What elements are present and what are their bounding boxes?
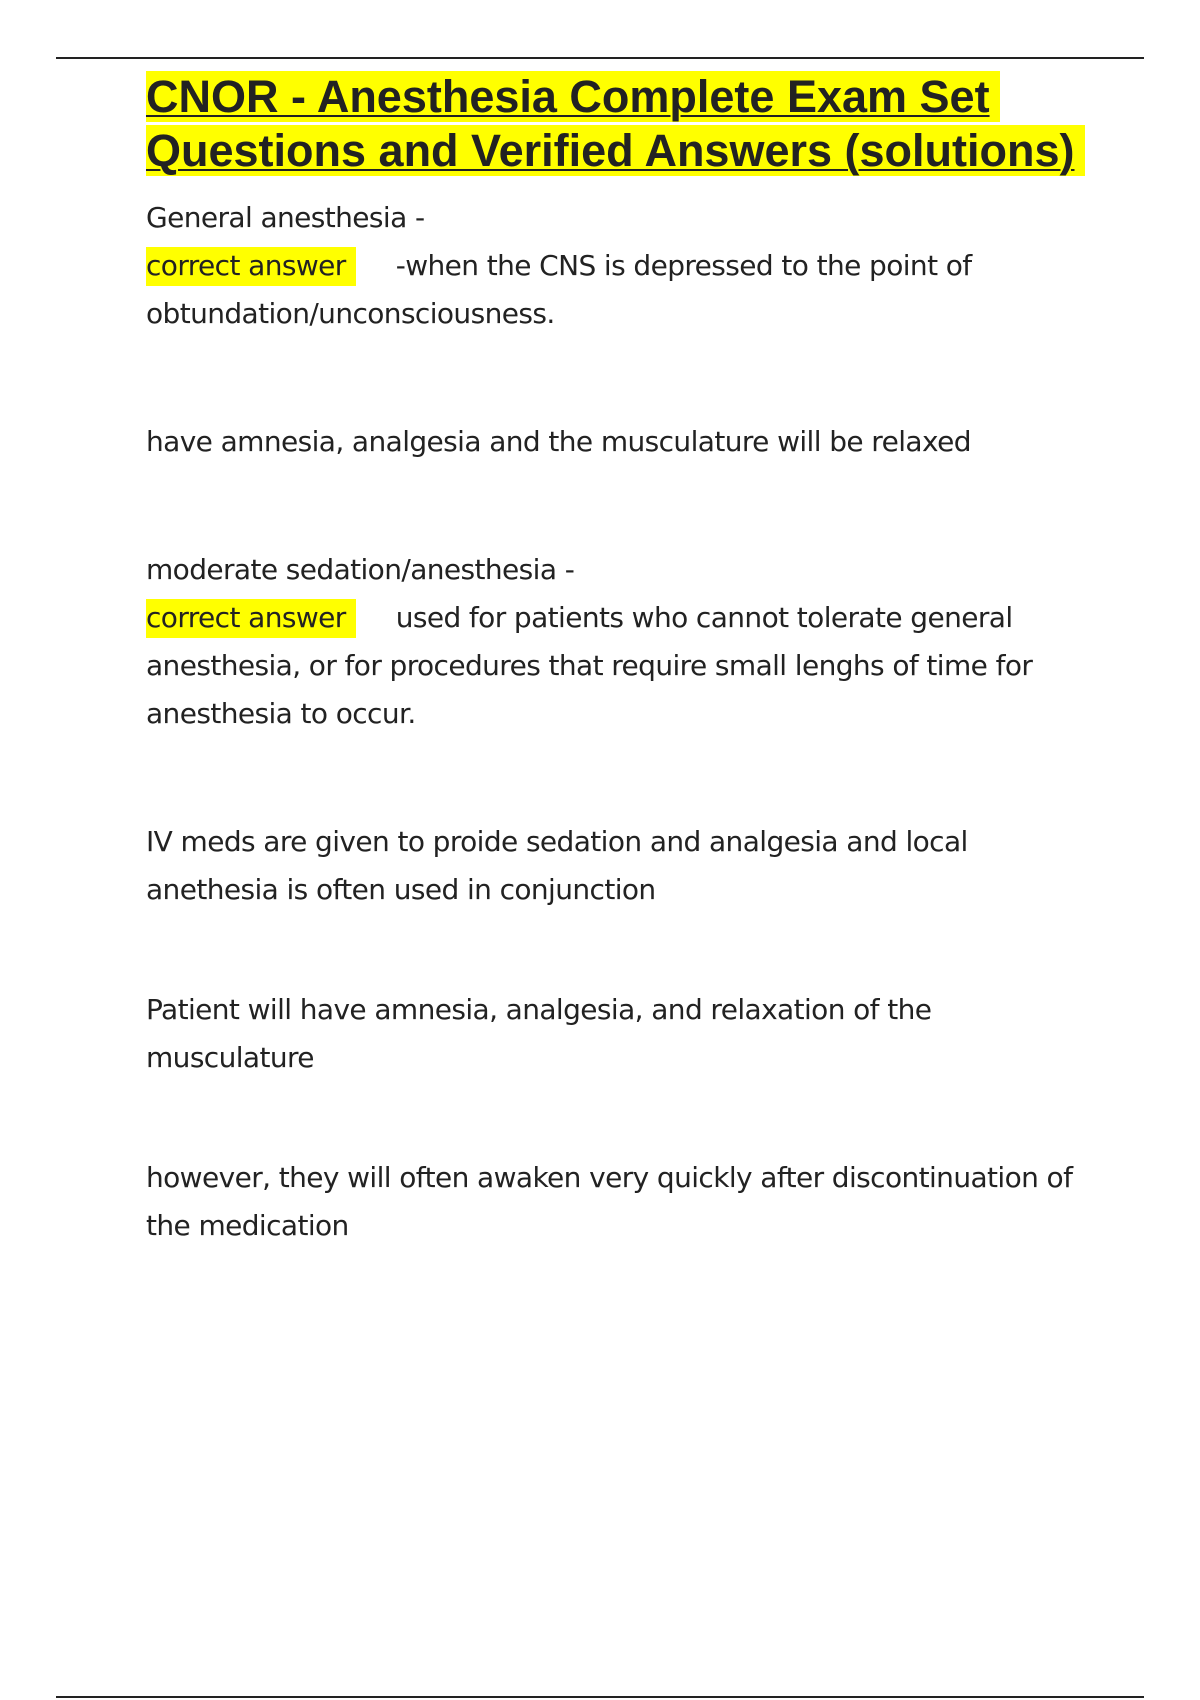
entry-note: however, they will often awaken very quickly after discontinuation of the medication [146, 1161, 1073, 1242]
entry-term: moderate sedation/anesthesia - [146, 553, 575, 586]
entry-note: IV meds are given to proide sedation and analgesia and local anethesia is often used in conjunction [146, 825, 968, 906]
correct-answer-label: correct answer [146, 247, 356, 286]
spacer [146, 338, 1086, 418]
document-body [146, 70, 1086, 1250]
correct-answer-label: correct answer [146, 599, 356, 638]
entry-note: have amnesia, analgesia and the musculature will be relaxed [146, 425, 971, 458]
entry-term: General anesthesia - [146, 201, 425, 234]
entry-answer [146, 242, 1086, 338]
answer-text: -when the CNS is depressed to the point of obtundation/unconsciousness. [146, 249, 972, 330]
document-title-text: CNOR - Anesthesia Complete Exam Set Questions and Verified Answers (solutions) [146, 71, 1085, 176]
answer-text: used for patients who cannot tolerate general anesthesia, or for procedures that require small lenghs of time for anesthesia to occur. [146, 601, 1033, 730]
document-title [146, 70, 1086, 178]
spacer [146, 466, 1086, 546]
entry-note: Patient will have amnesia, analgesia, and relaxation of the musculature [146, 993, 932, 1074]
bottom-rule [56, 1696, 1144, 1698]
spacer [146, 1082, 1086, 1154]
entry-answer [146, 594, 1086, 738]
spacer [146, 914, 1086, 986]
spacer [146, 738, 1086, 818]
top-rule [56, 57, 1144, 59]
